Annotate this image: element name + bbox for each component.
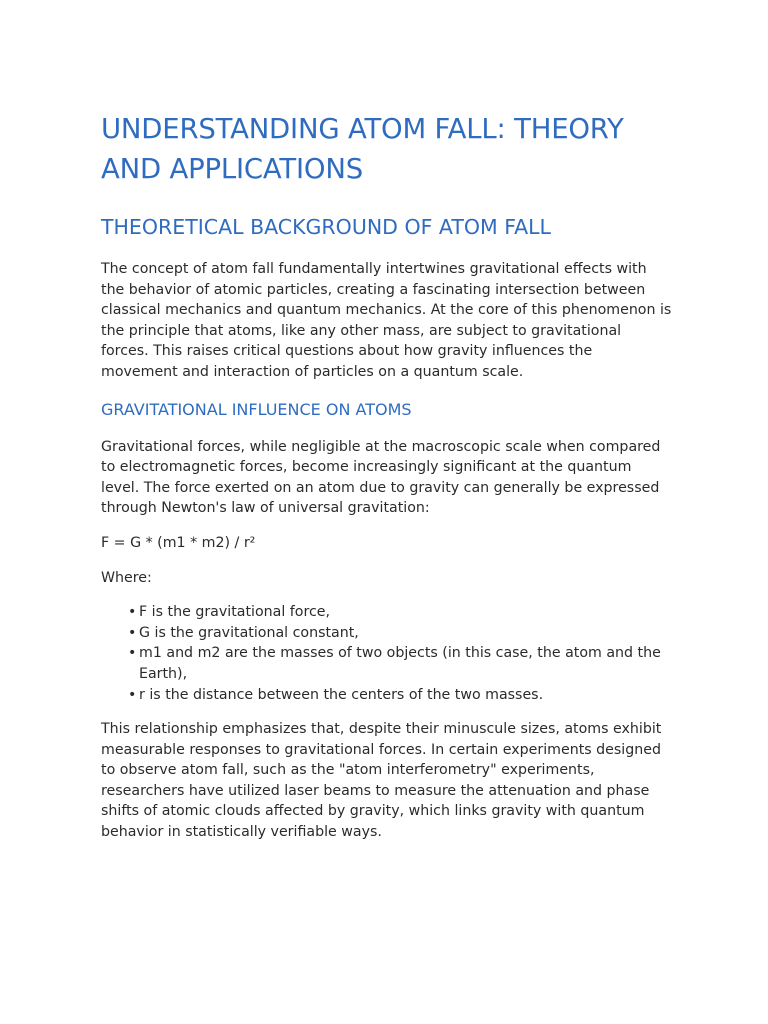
list-item: [128, 623, 673, 644]
definition-text: are the masses of two objects (in this case, the atom and the Earth),: [139, 645, 661, 682]
page-title: UNDERSTANDING ATOM FALL: THEORY AND APPLICATIONS: [101, 113, 624, 185]
term: m1: [139, 645, 162, 662]
term: m2: [197, 645, 221, 662]
gravitation-formula: F = G * (m1 * m2) / r²: [101, 534, 256, 551]
bullet-icon: •: [128, 624, 137, 641]
definition-text: is the gravitational constant,: [150, 624, 359, 641]
bullet-icon: •: [128, 686, 137, 703]
term: G: [139, 624, 150, 641]
list-item: [128, 602, 673, 623]
list-item: [128, 685, 673, 706]
bullet-icon: •: [128, 645, 137, 662]
section-heading: THEORETICAL BACKGROUND OF ATOM FALL: [101, 215, 551, 239]
definition-text: is the gravitational force,: [147, 604, 331, 621]
intro-paragraph: The concept of atom fall fundamentally intertwines gravitational effects with the behavior of atomic particles, creating a fascinating intersection between classical mechanics and quantum mechanics. At the core of this phenomenon is the principle that atoms, like any other mass, are subject to gravitational forces. This raises critical questions about how gravity influences the movement and interaction of particles on a quantum scale.: [101, 261, 672, 380]
term: r: [139, 686, 145, 703]
subsection-heading: GRAVITATIONAL INFLUENCE ON ATOMS: [101, 399, 412, 419]
gravity-paragraph: Gravitational forces, while negligible at the macroscopic scale when compared to electromagnetic forces, become increasingly significant at the quantum level. The force exerted on an atom due to gravity can generally be expressed through Newton's law of universal gravitation:: [101, 438, 661, 517]
term: F: [139, 604, 148, 621]
relationship-paragraph: This relationship emphasizes that, despite their minuscule sizes, atoms exhibit measurable responses to gravitational forces. In certain experiments designed to observe atom fall, such as the "atom interferometry" experiments, researchers have utilized laser beams to measure the attenuation and phase shifts of atomic clouds affected by gravity, which links gravity with quantum behavior in statistically verifiable ways.: [101, 721, 662, 841]
document-body: [101, 109, 673, 843]
where-label: Where:: [101, 569, 152, 586]
variable-definitions-list: [101, 602, 673, 705]
definition-text: is the distance between the centers of the two masses.: [144, 686, 544, 703]
list-item: [128, 643, 673, 684]
bullet-icon: •: [128, 604, 137, 621]
connector-text: and: [161, 645, 198, 662]
